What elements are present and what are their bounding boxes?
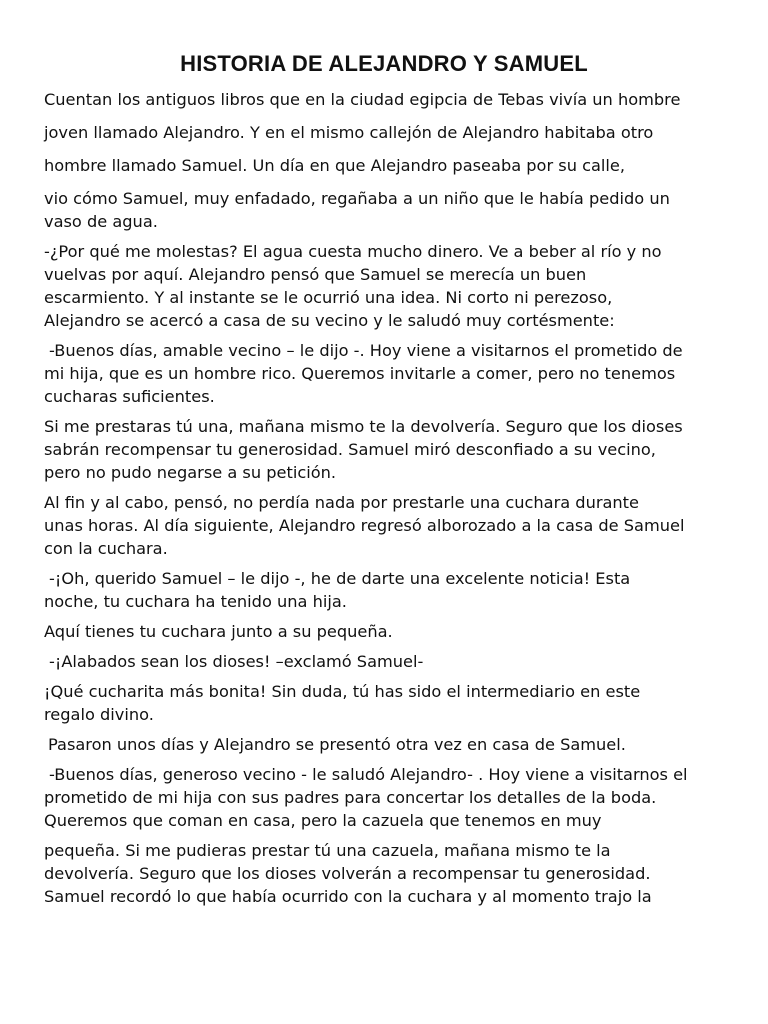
text-line: Samuel recordó lo que había ocurrido con la cuchara y al momento trajo la [44, 887, 652, 906]
text-line: Pasaron unos días y Alejandro se presentó otra vez en casa de Samuel. [48, 735, 626, 754]
text-line: vio cómo Samuel, muy enfadado, regañaba a un niño que le había pedido un [44, 189, 670, 208]
paragraph-14 [44, 763, 734, 786]
text-line: noche, tu cuchara ha tenido una hija. [44, 592, 347, 611]
text-line: mi hija, que es un hombre rico. Queremos invitarle a comer, pero no tenemos [44, 364, 676, 383]
paragraph-12 [44, 680, 734, 726]
document-body [44, 88, 734, 908]
text-line: -¿Por qué me molestas? El agua cuesta mucho dinero. Ve a beber al río y no [44, 242, 662, 261]
paragraph-3 [44, 154, 734, 177]
paragraph-15 [44, 839, 734, 908]
text-line: joven llamado Alejandro. Y en el mismo callejón de Alejandro habitaba otro [44, 123, 654, 142]
text-line: Alejandro se acercó a casa de su vecino y le saludó muy cortésmente: [44, 311, 615, 330]
text-line: regalo divino. [44, 705, 154, 724]
text-line: Si me prestaras tú una, mañana mismo te la devolvería. Seguro que los dioses [44, 417, 683, 436]
paragraph-11 [44, 650, 734, 673]
paragraph-6 [44, 339, 734, 362]
text-line: -Buenos días, amable vecino – le dijo -. Hoy viene a visitarnos el prometido de [49, 341, 683, 360]
text-line: pequeña. Si me pudieras prestar tú una cazuela, mañana mismo te la [44, 841, 611, 860]
paragraph-8 [44, 491, 734, 560]
text-line: hombre llamado Samuel. Un día en que Alejandro paseaba por su calle, [44, 156, 626, 175]
text-line: prometido de mi hija con sus padres para concertar los detalles de la boda. [44, 788, 657, 807]
text-line: devolvería. Seguro que los dioses volverán a recompensar tu generosidad. [44, 864, 651, 883]
text-line: pero no pudo negarse a su petición. [44, 463, 337, 482]
text-line: Al fin y al cabo, pensó, no perdía nada por prestarle una cuchara durante [44, 493, 639, 512]
paragraph-9-cont [44, 590, 734, 613]
text-line: Cuentan los antiguos libros que en la ciudad egipcia de Tebas vivía un hombre [44, 90, 681, 109]
paragraph-13 [44, 733, 734, 756]
text-line: vuelvas por aquí. Alejandro pensó que Samuel se merecía un buen [44, 265, 587, 284]
text-line: vaso de agua. [44, 212, 158, 231]
text-line: con la cuchara. [44, 539, 168, 558]
text-line: -¡Oh, querido Samuel – le dijo -, he de darte una excelente noticia! Esta [49, 569, 631, 588]
text-line: unas horas. Al día siguiente, Alejandro regresó alborozado a la casa de Samuel [44, 516, 685, 535]
paragraph-5 [44, 240, 734, 332]
paragraph-14-cont [44, 786, 734, 832]
paragraph-7 [44, 415, 734, 484]
text-line: ¡Qué cucharita más bonita! Sin duda, tú has sido el intermediario en este [44, 682, 641, 701]
text-line: -¡Alabados sean los dioses! –exclamó Samuel- [49, 652, 424, 671]
paragraph-6-cont [44, 362, 734, 408]
text-line: sabrán recompensar tu generosidad. Samuel miró desconfiado a su vecino, [44, 440, 656, 459]
text-line: cucharas suficientes. [44, 387, 215, 406]
paragraph-10 [44, 620, 734, 643]
text-line: escarmiento. Y al instante se le ocurrió una idea. Ni corto ni perezoso, [44, 288, 613, 307]
text-line: -Buenos días, generoso vecino - le saludó Alejandro- . Hoy viene a visitarnos el [49, 765, 688, 784]
paragraph-4 [44, 187, 734, 233]
text-line: Queremos que coman en casa, pero la cazuela que tenemos en muy [44, 811, 602, 830]
paragraph-9 [44, 567, 734, 590]
document-title: HISTORIA DE ALEJANDRO Y SAMUEL [180, 51, 588, 76]
text-line: Aquí tienes tu cuchara junto a su pequeña. [44, 622, 393, 641]
paragraph-2 [44, 121, 734, 144]
paragraph-1 [44, 88, 734, 111]
